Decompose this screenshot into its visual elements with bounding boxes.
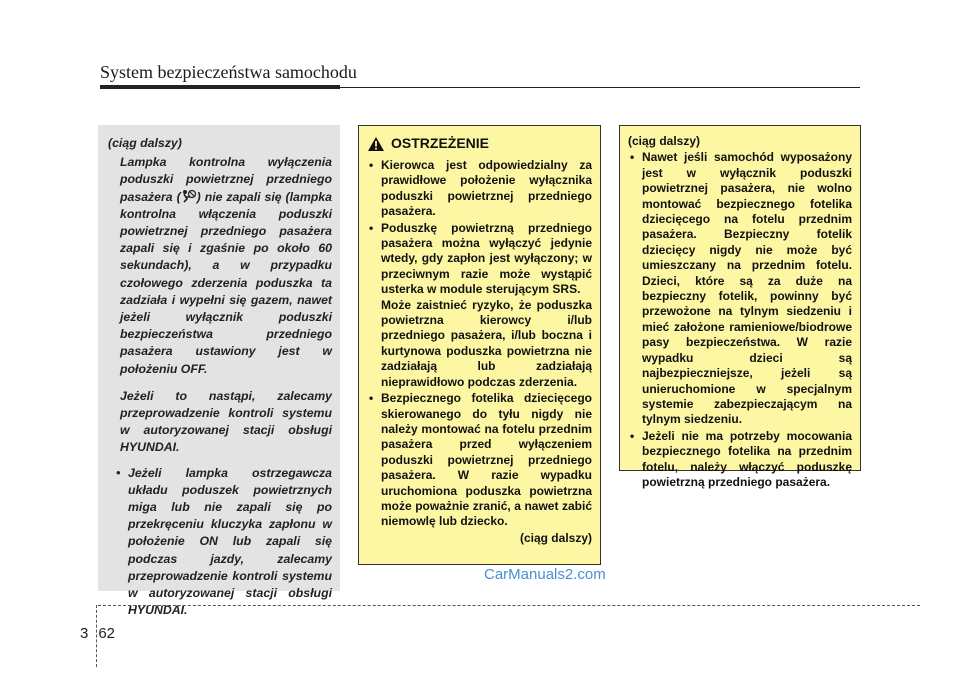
chapter-number: 3 [80,625,89,642]
note-paragraph-2: Jeżeli to nastąpi, zalecamy przeprowadzenie kontroli systemu w autoryzowanej stacji obsługi HYUNDAI. [120,388,332,455]
continued-label: (ciąg dalszy) [108,136,182,150]
warning-item-text: Bezpiecznego fotelika dziecięcego skierowanego do tyłu nigdy nie należy montować na fotelu przednim pasażera przed wyłączeniem poduszki powietrznej przedniego pasażera. W razie wypadku uruchomiona poduszka powietrzna może poważnie zranić, a nawet zabić niemowlę lub dziecko. [381,391,592,529]
airbag-off-icon [181,189,197,203]
note-box [98,125,340,618]
continued-label: (ciąg dalszy) [628,134,701,148]
page-number [80,625,115,642]
continued-label: (ciąg dalszy) [519,530,592,545]
bullet-dot: • [116,465,121,480]
note-paragraph-1 [108,154,332,378]
page-header-title: System bezpieczeństwa samochodu [100,62,357,82]
note-bullet-text: Jeżeli lampka ostrzegawcza układu poduszek powietrznych miga lub nie zapali się po przekręceniu kluczyka zapłonu w położenie ON lub zapali się podczas jazdy, zalecamy przeprowadzenie kontroli systemu w autoryzowanej stacji obsługi HYUNDAI. [128,465,332,618]
warning-triangle-icon [367,136,385,152]
warning-list [628,150,852,490]
warning-item-text: Poduszkę powietrzną przedniego pasażera można wyłączyć jedynie wtedy, gdy zapłon jest wyłączony; w przeciwnym razie może wystąpić usterka w module sterującym SRS. [381,220,592,297]
note-paragraph-1-start: Lampka kontrolna wyłączenia poduszki powietrznej przedniego pasażera ( [120,155,332,204]
note-paragraph-1-end: ) nie zapali się (lampka kontrolna włączenia poduszki powietrznej przedniego pasażera zapali się i zgaśnie po około 60 sekundach), a w przypadku czołowego zderzenia poduszka ta zadziała i wypełni się gazem, nawet jeżeli wyłącznik poduszki bezpieczeństwa przedniego pasażera ustawiony jest w położeniu OFF. [120,189,332,376]
warning-box-continued [619,125,861,489]
watermark-link[interactable]: CarManuals2.com [484,566,606,583]
header-rule-thin [340,87,860,88]
note-bullet [108,465,332,620]
footer-divider [98,605,920,606]
warning-item: • Nawet jeśli samochód wyposażony jest w wyłącznik poduszki powietrznej pasażera, nie wolno montować bezpiecznego fotelika dziecięcego na fotelu przednim pasażera. Bezpieczny fotelik dziecięcy nigdy nie może być umieszczany na przednim fotelu. Dzieci, które są za duże na bezpieczny fotelik, powinny być przewożone na tylnym siedzeniu i mieć założone ramieniowe/biodrowe pasy bezpieczeństwa. W razie wypadku dzieci są najbezpieczniejsze, jeżeli są unieruchomione w specjalnym systemie zabezpieczającym na tylnym siedzeniu. [630,150,852,427]
page-number-value: 62 [98,625,116,642]
warning-item-text: Jeżeli nie ma potrzeby mocowania bezpiecznego fotelika na przednim fotelu, należy włączyć poduszkę powietrzną przedniego pasażera. [642,428,852,489]
warning-header [367,136,592,152]
warning-item: • Bezpiecznego fotelika dziecięcego skierowanego do tyłu nigdy nie należy montować na fotelu przednim pasażera przed wyłączeniem poduszki powietrznej przedniego pasażera. W razie wypadku uruchomiona poduszka powietrzna może poważnie zranić, a nawet zabić niemowlę lub dziecko. [369,391,592,529]
header-rule-thick [100,85,340,89]
warning-item-subtext: Może zaistnieć ryzyko, że poduszka powietrzna kierowcy i/lub przedniego pasażera, i/lub boczna i kurtynowa poduszka powietrzna nie zadziałają lub zadziałają nieprawidłowo podczas zderzenia. [381,297,592,389]
warning-item: • Poduszkę powietrzną przedniego pasażera można wyłączyć jedynie wtedy, gdy zapłon jest wyłączony; w przeciwnym razie może wystąpić usterka w module sterującym SRS. Może zaistnieć ryzyko, że poduszka powietrzna kierowcy i/lub przedniego pasażera, i/lub boczna i kurtynowa poduszka powietrzna nie zadziałają lub zadziałają nieprawidłowo podczas zderzenia. [369,220,592,389]
warning-item-text: Nawet jeśli samochód wyposażony jest w wyłącznik poduszki powietrznej pasażera, nie wolno montować bezpiecznego fotelika dziecięcego na fotelu przednim pasażera. Bezpieczny fotelik dziecięcy nigdy nie może być umieszczany na przednim fotelu. Dzieci, które są za duże na bezpieczny fotelik, powinny być przewożone na tylnym siedzeniu i mieć założone ramieniowe/biodrowe pasy bezpieczeństwa. W razie wypadku dzieci są najbezpieczniejsze, jeżeli są unieruchomione w specjalnym systemie zabezpieczającym na tylnym siedzeniu. [642,150,852,427]
warning-list [367,158,592,530]
warning-item: • Jeżeli nie ma potrzeby mocowania bezpiecznego fotelika na przednim fotelu, należy włączyć poduszkę powietrzną przedniego pasażera. [630,428,852,489]
warning-item-text: Kierowca jest odpowiedzialny za prawidłowe położenie wyłącznika poduszki powietrznej przedniego pasażera. [381,158,592,219]
warning-box [358,125,601,565]
warning-item: • Kierowca jest odpowiedzialny za prawidłowe położenie wyłącznika poduszki powietrznej przedniego pasażera. [369,158,592,219]
warning-title: OSTRZEŻENIE [391,135,490,152]
